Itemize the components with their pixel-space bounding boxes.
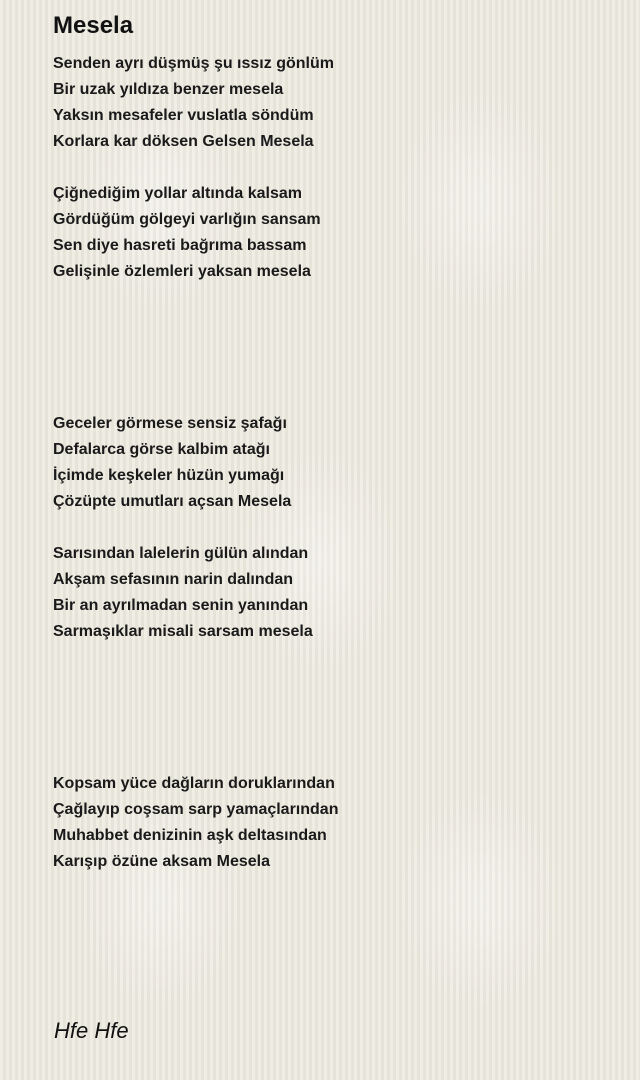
poem-line: Bir an ayrılmadan senin yanından <box>53 597 309 614</box>
poem-line: Çözüpte umutları açsan Mesela <box>53 493 292 510</box>
poem-line: İçimde keşkeler hüzün yumağı <box>53 467 285 484</box>
poem-line: Kopsam yüce dağların doruklarından <box>53 775 335 792</box>
poem-author: Hfe Hfe <box>54 1018 129 1043</box>
poem-line: Geceler görmese sensiz şafağı <box>53 415 287 432</box>
poem-line: Sarısından lalelerin gülün alından <box>53 545 309 562</box>
poem-line: Yaksın mesafeler vuslatla söndüm <box>53 107 314 124</box>
poem-line: Korlara kar döksen Gelsen Mesela <box>53 133 314 150</box>
stanza-2 <box>53 181 321 285</box>
poem-line: Karışıp özüne aksam Mesela <box>53 853 270 870</box>
poem-line: Defalarca görse kalbim atağı <box>53 441 270 458</box>
stanza-3 <box>53 411 291 515</box>
poem-line: Çağlayıp coşsam sarp yamaçlarından <box>53 801 339 818</box>
poem-line: Çiğnediğim yollar altında kalsam <box>53 185 302 202</box>
stanza-5 <box>53 771 338 875</box>
poem-line: Sarmaşıklar misali sarsam mesela <box>53 623 313 640</box>
poem-line: Akşam sefasının narin dalından <box>53 571 294 588</box>
poem-line: Sen diye hasreti bağrıma bassam <box>53 237 307 254</box>
poem-line: Muhabbet denizinin aşk deltasından <box>53 827 327 844</box>
poem-line: Gördüğüm gölgeyi varlığın sansam <box>53 211 321 228</box>
poem-title: Mesela <box>53 12 134 39</box>
poem-line: Bir uzak yıldıza benzer mesela <box>53 81 284 98</box>
stanza-1 <box>53 51 334 155</box>
poem-line: Gelişinle özlemleri yaksan mesela <box>53 263 311 280</box>
poem-line: Senden ayrı düşmüş şu ıssız gönlüm <box>53 55 334 72</box>
stanza-4 <box>53 541 313 645</box>
